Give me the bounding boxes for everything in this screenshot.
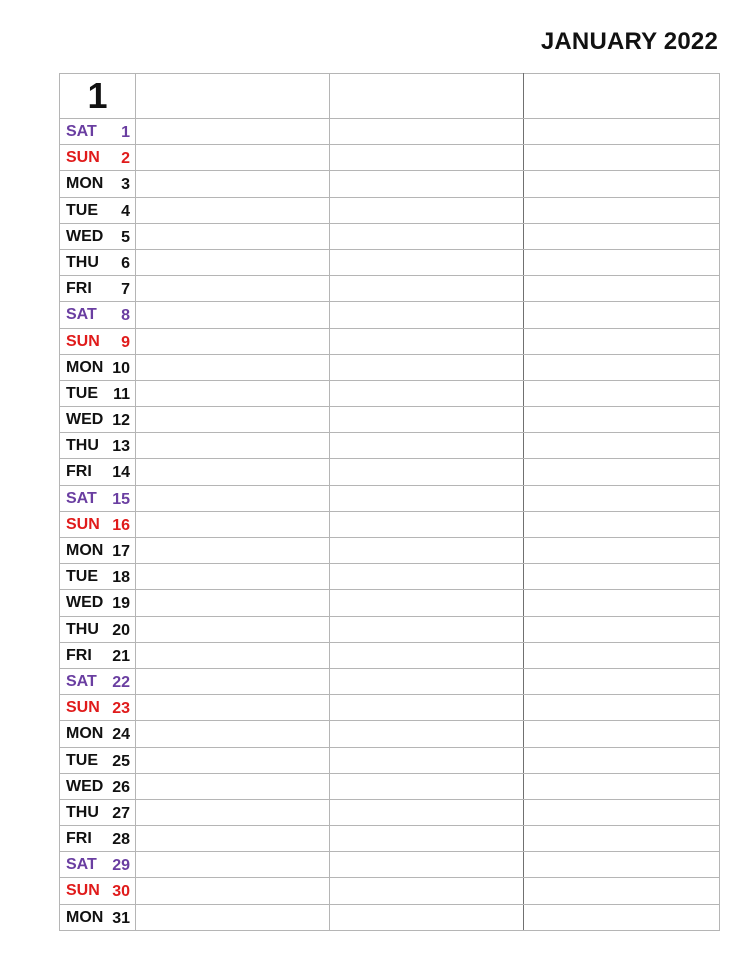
- planner-cell-col2[interactable]: [330, 826, 524, 852]
- day-of-week: SAT: [66, 123, 97, 140]
- day-label-cell: [60, 145, 136, 171]
- planner-cell-col2[interactable]: [330, 302, 524, 328]
- day-number: 30: [112, 883, 130, 901]
- day-label-cell: [60, 904, 136, 930]
- day-row: [60, 302, 720, 328]
- day-row: [60, 668, 720, 694]
- day-number: 17: [112, 543, 130, 560]
- day-label-cell: [60, 799, 136, 825]
- planner-cell-col1[interactable]: [136, 249, 330, 275]
- day-number: 1: [121, 124, 130, 141]
- day-of-week: TUE: [66, 384, 98, 402]
- day-label-cell: [60, 328, 136, 354]
- planner-cell-col1[interactable]: [136, 511, 330, 537]
- header-cell-col2[interactable]: [330, 74, 524, 119]
- planner-cell-col1[interactable]: [136, 695, 330, 721]
- day-label-cell: [60, 826, 136, 852]
- day-of-week: WED: [66, 227, 104, 245]
- day-number: 20: [112, 621, 130, 639]
- planner-cell-col1[interactable]: [136, 223, 330, 249]
- planner-cell-col3[interactable]: [524, 904, 720, 930]
- day-label-cell: [60, 197, 136, 223]
- planner-cell-col2[interactable]: [330, 171, 524, 197]
- day-row: [60, 773, 720, 799]
- planner-cell-col2[interactable]: [330, 276, 524, 302]
- day-label-cell: [60, 852, 136, 878]
- day-number: 28: [112, 831, 130, 849]
- planner-cell-col3[interactable]: [524, 721, 720, 747]
- day-of-week: THU: [66, 253, 99, 271]
- day-row: [60, 616, 720, 642]
- day-label-cell: [60, 721, 136, 747]
- day-label-cell: [60, 695, 136, 721]
- planner-cell-col2[interactable]: [330, 380, 524, 406]
- day-number: 8: [121, 307, 130, 325]
- planner-cell-col2[interactable]: [330, 747, 524, 773]
- planner-cell-col1[interactable]: [136, 538, 330, 564]
- day-of-week: MON: [66, 908, 104, 926]
- planner-cell-col2[interactable]: [330, 485, 524, 511]
- planner-cell-col2[interactable]: [330, 642, 524, 668]
- day-number: 7: [121, 281, 130, 299]
- planner-cell-col3[interactable]: [524, 826, 720, 852]
- planner-cell-col1[interactable]: [136, 852, 330, 878]
- day-label-cell: [60, 564, 136, 590]
- day-label-cell: [60, 538, 136, 564]
- planner-cell-col3[interactable]: [524, 511, 720, 537]
- day-row: [60, 328, 720, 354]
- day-row: [60, 249, 720, 275]
- day-number: 5: [121, 228, 130, 246]
- planner-cell-col2[interactable]: [330, 459, 524, 485]
- day-of-week: SAT: [66, 672, 97, 690]
- day-label-cell: [60, 485, 136, 511]
- planner-cell-col1[interactable]: [136, 433, 330, 459]
- planner-cell-col2[interactable]: [330, 695, 524, 721]
- planner-cell-col3[interactable]: [524, 276, 720, 302]
- planner-cell-col3[interactable]: [524, 328, 720, 354]
- planner-cell-col3[interactable]: [524, 773, 720, 799]
- day-label-cell: [60, 119, 136, 145]
- day-of-week: SUN: [66, 332, 100, 350]
- planner-cell-col1[interactable]: [136, 773, 330, 799]
- day-row: [60, 276, 720, 302]
- day-of-week: MON: [66, 542, 104, 559]
- day-number: 15: [112, 490, 130, 508]
- planner-cell-col3[interactable]: [524, 433, 720, 459]
- planner-cell-col2[interactable]: [330, 852, 524, 878]
- day-row: [60, 721, 720, 747]
- day-row: [60, 538, 720, 564]
- header-cell-col1[interactable]: [136, 74, 330, 119]
- day-label-cell: [60, 878, 136, 904]
- planner-cell-col2[interactable]: [330, 590, 524, 616]
- planner-cell-col3[interactable]: [524, 119, 720, 145]
- planner-cell-col3[interactable]: [524, 616, 720, 642]
- day-row: [60, 590, 720, 616]
- planner-body: [60, 74, 720, 931]
- planner-cell-col3[interactable]: [524, 407, 720, 433]
- planner-cell-col3[interactable]: [524, 145, 720, 171]
- planner-cell-col2[interactable]: [330, 145, 524, 171]
- planner-cell-col2[interactable]: [330, 407, 524, 433]
- planner-cell-col3[interactable]: [524, 197, 720, 223]
- day-of-week: FRI: [66, 463, 92, 481]
- day-of-week: WED: [66, 594, 104, 612]
- day-label-cell: [60, 380, 136, 406]
- day-label-cell: [60, 590, 136, 616]
- day-of-week: SUN: [66, 149, 100, 167]
- planner-cell-col3[interactable]: [524, 485, 720, 511]
- planner-cell-col1[interactable]: [136, 171, 330, 197]
- day-number: 10: [112, 359, 130, 377]
- day-of-week: SAT: [66, 489, 97, 507]
- planner-cell-col2[interactable]: [330, 223, 524, 249]
- planner-cell-col1[interactable]: [136, 642, 330, 668]
- day-label-cell: [60, 747, 136, 773]
- day-number: 11: [113, 385, 130, 403]
- day-of-week: SUN: [66, 515, 100, 533]
- planner-cell-col1[interactable]: [136, 799, 330, 825]
- planner-cell-col2[interactable]: [330, 721, 524, 747]
- planner-cell-col2[interactable]: [330, 328, 524, 354]
- planner-cell-col3[interactable]: [524, 564, 720, 590]
- day-of-week: TUE: [66, 568, 98, 586]
- day-number: 2: [121, 150, 130, 168]
- planner-cell-col1[interactable]: [136, 145, 330, 171]
- day-label-cell: [60, 171, 136, 197]
- day-row: [60, 904, 720, 930]
- planner-cell-col3[interactable]: [524, 642, 720, 668]
- planner-cell-col3[interactable]: [524, 223, 720, 249]
- day-row: [60, 197, 720, 223]
- planner-cell-col2[interactable]: [330, 197, 524, 223]
- day-of-week: FRI: [66, 646, 92, 664]
- day-number: 21: [112, 647, 130, 665]
- day-of-week: MON: [66, 358, 104, 376]
- day-number: 3: [121, 176, 130, 194]
- day-row: [60, 799, 720, 825]
- day-row: [60, 354, 720, 380]
- day-label-cell: [60, 459, 136, 485]
- day-row: [60, 459, 720, 485]
- day-of-week: WED: [66, 411, 104, 429]
- day-number: 19: [112, 595, 130, 613]
- day-of-week: TUE: [66, 751, 98, 769]
- planner-cell-col3[interactable]: [524, 171, 720, 197]
- day-row: [60, 695, 720, 721]
- day-row: [60, 511, 720, 537]
- planner-cell-col2[interactable]: [330, 616, 524, 642]
- day-row: [60, 407, 720, 433]
- page-title: JANUARY 2022: [540, 28, 718, 55]
- day-label-cell: [60, 223, 136, 249]
- planner-cell-col3[interactable]: [524, 747, 720, 773]
- planner-cell-col3[interactable]: [524, 354, 720, 380]
- day-number: 24: [112, 726, 130, 744]
- planner-cell-col1[interactable]: [136, 878, 330, 904]
- planner-cell-col2[interactable]: [330, 668, 524, 694]
- day-of-week: THU: [66, 620, 99, 638]
- planner-cell-col3[interactable]: [524, 302, 720, 328]
- day-of-week: TUE: [66, 201, 98, 219]
- day-of-week: SUN: [66, 699, 100, 717]
- planner-cell-col1[interactable]: [136, 590, 330, 616]
- day-number: 25: [112, 752, 130, 770]
- planner-cell-col2[interactable]: [330, 249, 524, 275]
- planner-cell-col2[interactable]: [330, 799, 524, 825]
- day-row: [60, 485, 720, 511]
- planner-cell-col3[interactable]: [524, 878, 720, 904]
- day-of-week: FRI: [66, 280, 92, 298]
- planner-cell-col1[interactable]: [136, 826, 330, 852]
- planner-cell-col1[interactable]: [136, 354, 330, 380]
- planner-cell-col1[interactable]: [136, 721, 330, 747]
- day-label-cell: [60, 302, 136, 328]
- day-number: 31: [112, 909, 130, 927]
- planner-cell-col3[interactable]: [524, 459, 720, 485]
- planner-cell-col3[interactable]: [524, 799, 720, 825]
- day-row: [60, 171, 720, 197]
- day-row: [60, 380, 720, 406]
- day-of-week: SAT: [66, 306, 97, 324]
- planner-cell-col3[interactable]: [524, 852, 720, 878]
- planner-cell-col1[interactable]: [136, 407, 330, 433]
- planner-cell-col2[interactable]: [330, 354, 524, 380]
- planner-cell-col1[interactable]: [136, 747, 330, 773]
- day-label-cell: [60, 773, 136, 799]
- day-row: [60, 642, 720, 668]
- day-label-cell: [60, 616, 136, 642]
- day-number: 6: [121, 254, 130, 272]
- day-row: [60, 747, 720, 773]
- planner-cell-col1[interactable]: [136, 564, 330, 590]
- day-number: 4: [121, 202, 130, 220]
- day-number: 29: [112, 857, 130, 875]
- planner-cell-col2[interactable]: [330, 538, 524, 564]
- planner-cell-col2[interactable]: [330, 878, 524, 904]
- planner-cell-col2[interactable]: [330, 904, 524, 930]
- day-of-week: THU: [66, 803, 99, 821]
- day-number: 22: [112, 673, 130, 691]
- day-row: [60, 145, 720, 171]
- header-cell-col3[interactable]: [524, 74, 720, 119]
- day-row: [60, 878, 720, 904]
- day-row: [60, 826, 720, 852]
- planner-cell-col3[interactable]: [524, 668, 720, 694]
- day-label-cell: [60, 511, 136, 537]
- day-label-cell: [60, 407, 136, 433]
- day-of-week: MON: [66, 725, 104, 743]
- day-number: 23: [112, 700, 130, 718]
- planner-cell-col1[interactable]: [136, 459, 330, 485]
- day-number: 16: [112, 516, 130, 534]
- planner-cell-col1[interactable]: [136, 668, 330, 694]
- planner-cell-col2[interactable]: [330, 433, 524, 459]
- planner-cell-col2[interactable]: [330, 119, 524, 145]
- planner-cell-col2[interactable]: [330, 511, 524, 537]
- planner-cell-col1[interactable]: [136, 380, 330, 406]
- header-row: [60, 74, 720, 119]
- day-row: [60, 564, 720, 590]
- day-number: 27: [112, 804, 130, 822]
- day-label-cell: [60, 433, 136, 459]
- planner-cell-col1[interactable]: [136, 485, 330, 511]
- day-number: 14: [112, 464, 130, 482]
- day-of-week: THU: [66, 437, 99, 455]
- planner-cell-col1[interactable]: [136, 904, 330, 930]
- day-of-week: SAT: [66, 856, 97, 874]
- planner-cell-col2[interactable]: [330, 773, 524, 799]
- planner-cell-col3[interactable]: [524, 538, 720, 564]
- day-row: [60, 852, 720, 878]
- planner-cell-col3[interactable]: [524, 695, 720, 721]
- planner-cell-col1[interactable]: [136, 197, 330, 223]
- planner-cell-col3[interactable]: [524, 590, 720, 616]
- day-label-cell: [60, 276, 136, 302]
- planner-cell-col2[interactable]: [330, 564, 524, 590]
- day-of-week: FRI: [66, 830, 92, 848]
- day-row: [60, 433, 720, 459]
- planner-grid: [59, 73, 720, 931]
- day-number: 18: [112, 569, 130, 587]
- day-label-cell: [60, 354, 136, 380]
- planner-cell-col1[interactable]: [136, 302, 330, 328]
- day-number: 9: [121, 333, 130, 351]
- planner-cell-col1[interactable]: [136, 276, 330, 302]
- planner-cell-col1[interactable]: [136, 119, 330, 145]
- day-of-week: WED: [66, 777, 104, 795]
- planner-cell-col3[interactable]: [524, 380, 720, 406]
- day-of-week: SUN: [66, 882, 100, 900]
- planner-cell-col1[interactable]: [136, 328, 330, 354]
- day-of-week: MON: [66, 175, 104, 193]
- day-label-cell: [60, 668, 136, 694]
- day-label-cell: [60, 642, 136, 668]
- day-number: 12: [112, 412, 130, 430]
- day-number: 13: [112, 438, 130, 456]
- day-number: 26: [112, 778, 130, 796]
- planner-cell-col3[interactable]: [524, 249, 720, 275]
- day-label-cell: [60, 249, 136, 275]
- day-row: [60, 223, 720, 249]
- month-number: 1: [60, 74, 136, 119]
- day-row: [60, 119, 720, 145]
- planner-cell-col1[interactable]: [136, 616, 330, 642]
